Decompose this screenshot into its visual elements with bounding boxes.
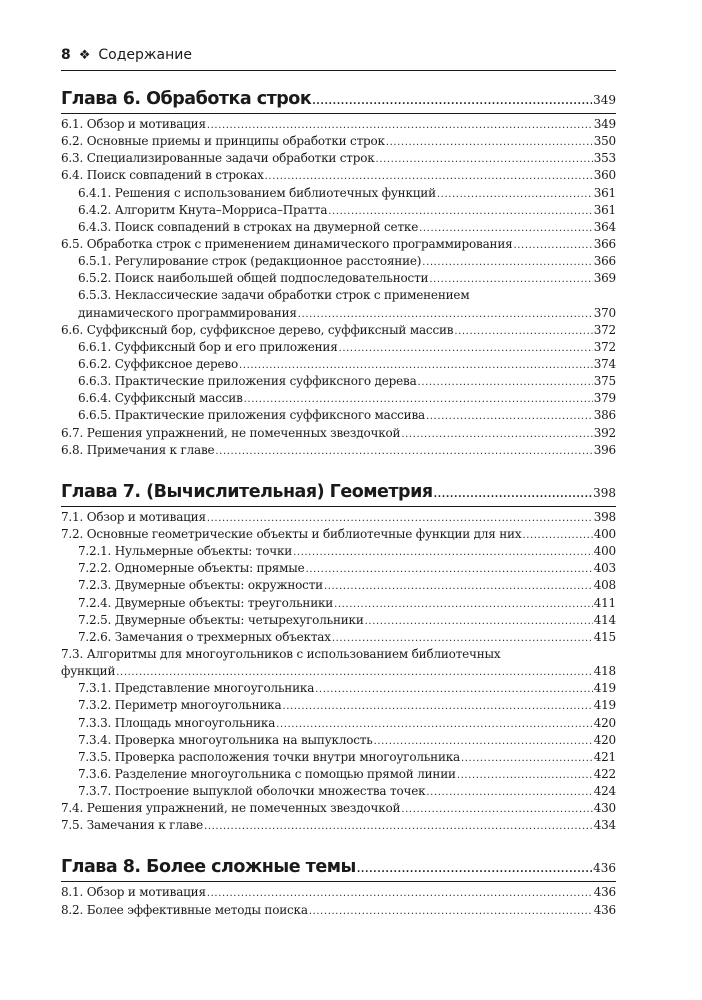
toc-entry-title: 7.2.1. Нульмерные объекты: точки bbox=[78, 544, 293, 559]
toc-entry-title: 8.2. Более эффективные методы поиска bbox=[61, 902, 308, 917]
toc-entry-title: 6.6.3. Практические приложения суффиксного дерева bbox=[78, 374, 417, 389]
dot-leader bbox=[324, 578, 593, 595]
toc-entry-title: 6.6.1. Суффиксный бор и его приложения bbox=[78, 339, 338, 354]
toc-entry[interactable] bbox=[61, 817, 616, 834]
toc-entry[interactable] bbox=[61, 202, 616, 219]
dot-leader bbox=[116, 664, 592, 681]
toc-entry-page: 403 bbox=[593, 561, 616, 576]
dot-leader bbox=[207, 885, 593, 902]
toc-entry-title: 6.4.1. Решения с использованием библиотечных функций bbox=[78, 185, 436, 200]
toc-entry-page: 400 bbox=[593, 544, 616, 559]
toc-entry-title: 7.3.2. Периметр многоугольника bbox=[78, 698, 282, 713]
chapter-spacer bbox=[61, 834, 616, 854]
dot-leader bbox=[298, 306, 593, 323]
dot-leader bbox=[204, 818, 593, 835]
dot-leader bbox=[244, 391, 593, 408]
toc-entry-page: 434 bbox=[593, 818, 616, 833]
toc-entry-title: 7.3. Алгоритмы для многоугольников с использованием библиотечных bbox=[61, 646, 501, 661]
toc-entry[interactable] bbox=[61, 629, 616, 646]
toc-entry[interactable] bbox=[61, 646, 616, 663]
dot-leader bbox=[207, 510, 593, 527]
toc-entry[interactable] bbox=[61, 219, 616, 236]
toc-entry-title: 7.3.3. Площадь многоугольника bbox=[78, 715, 276, 730]
dot-leader bbox=[419, 220, 593, 237]
dot-leader bbox=[293, 544, 593, 561]
toc-entry-page: 420 bbox=[593, 732, 616, 747]
toc-entry[interactable] bbox=[61, 322, 616, 339]
dot-leader bbox=[334, 596, 593, 613]
dot-leader bbox=[315, 681, 593, 698]
toc-entry-title: 7.5. Замечания к главе bbox=[61, 818, 204, 833]
toc-entry-page: 424 bbox=[593, 784, 616, 799]
dot-leader bbox=[374, 733, 593, 750]
toc-entry-page: 361 bbox=[593, 202, 616, 217]
toc-entry-page: 436 bbox=[593, 885, 616, 900]
header-divider bbox=[61, 70, 616, 71]
toc-entry-title: 7.3.7. Построение выпуклой оболочки множества точек bbox=[78, 784, 426, 799]
toc-entry-title: 6.4. Поиск совпадений в строках bbox=[61, 168, 264, 183]
chapter-heading[interactable] bbox=[61, 86, 616, 113]
dot-leader bbox=[276, 716, 593, 733]
toc-entry[interactable] bbox=[61, 680, 616, 697]
dot-leader bbox=[239, 357, 593, 374]
toc-entry[interactable] bbox=[61, 425, 616, 442]
dot-leader bbox=[522, 527, 592, 544]
toc-entry-title: 6.3. Специализированные задачи обработки строк bbox=[61, 151, 375, 166]
toc-entry-page: 374 bbox=[593, 356, 616, 371]
toc-entry[interactable] bbox=[61, 543, 616, 560]
toc-entry-page: 370 bbox=[593, 305, 616, 320]
ornament-icon: ❖ bbox=[78, 48, 91, 63]
toc-entry[interactable] bbox=[61, 373, 616, 390]
toc-entry-title: 7.1. Обзор и мотивация bbox=[61, 509, 206, 524]
toc-entry[interactable] bbox=[61, 595, 616, 612]
dot-leader bbox=[309, 903, 593, 920]
toc-entry-title: 6.6.2. Суффиксное дерево bbox=[78, 356, 239, 371]
toc-entry-page: 398 bbox=[593, 509, 616, 524]
toc-entry-title: 7.3.5. Проверка расположения точки внутри многоугольника bbox=[78, 749, 460, 764]
dot-leader bbox=[215, 443, 592, 460]
toc-entry-page: 372 bbox=[593, 322, 616, 337]
toc-entry[interactable] bbox=[61, 884, 616, 901]
toc-entry[interactable] bbox=[61, 407, 616, 424]
chapter-title: Глава 6. Обработка строк bbox=[61, 89, 312, 109]
dot-leader bbox=[207, 117, 593, 134]
dot-leader bbox=[429, 271, 592, 288]
dot-leader bbox=[418, 374, 593, 391]
toc-entry-page: 430 bbox=[593, 801, 616, 816]
toc-entry-title: 6.5.2. Поиск наибольшей общей подпоследовательности bbox=[78, 271, 429, 286]
dot-leader bbox=[328, 203, 592, 220]
toc-entry-title: 6.2. Основные приемы и принципы обработки строк bbox=[61, 134, 385, 149]
running-header bbox=[61, 47, 616, 63]
toc-entry-title: 6.6.4. Суффиксный массив bbox=[78, 391, 243, 406]
toc-entry[interactable] bbox=[61, 116, 616, 133]
toc-entry[interactable] bbox=[61, 150, 616, 167]
toc-entry-title: 6.4.2. Алгоритм Кнута–Морриса–Пратта bbox=[78, 202, 328, 217]
toc-entry[interactable] bbox=[61, 800, 616, 817]
toc-entry[interactable] bbox=[61, 236, 616, 253]
dot-leader bbox=[365, 613, 593, 630]
toc-entry-title: 6.6. Суффиксный бор, суффиксное дерево, суффиксный массив bbox=[61, 322, 454, 337]
toc-entry[interactable] bbox=[61, 167, 616, 184]
toc-entry-title: 8.1. Обзор и мотивация bbox=[61, 885, 206, 900]
toc-entry-page: 369 bbox=[593, 271, 616, 286]
toc-entry[interactable] bbox=[61, 253, 616, 270]
toc-entry-page: 364 bbox=[593, 219, 616, 234]
toc-entry-title: 6.5. Обработка строк с применением динамического программирования bbox=[61, 236, 513, 251]
toc-entry-page: 353 bbox=[593, 151, 616, 166]
dot-leader bbox=[312, 88, 592, 115]
chapter-heading[interactable] bbox=[61, 479, 616, 506]
toc-entry[interactable] bbox=[61, 902, 616, 919]
dot-leader bbox=[461, 750, 593, 767]
dot-leader bbox=[401, 801, 592, 818]
toc-entry-page: 421 bbox=[593, 749, 616, 764]
toc-entry[interactable] bbox=[61, 783, 616, 800]
toc-entry-page: 360 bbox=[593, 168, 616, 183]
toc-entry[interactable] bbox=[61, 749, 616, 766]
dot-leader bbox=[422, 254, 592, 271]
toc-entry-page: 386 bbox=[593, 408, 616, 423]
dot-leader bbox=[332, 630, 593, 647]
toc-entry-page: 379 bbox=[593, 391, 616, 406]
toc-entry[interactable] bbox=[61, 356, 616, 373]
dot-leader bbox=[376, 151, 593, 168]
dot-leader bbox=[357, 856, 592, 883]
dot-leader bbox=[426, 784, 592, 801]
chapter-title: Глава 7. (Вычислительная) Геометрия bbox=[61, 481, 433, 502]
dot-leader bbox=[386, 134, 593, 151]
toc-entry-page: 411 bbox=[593, 595, 616, 610]
toc-entry-title: 7.3.4. Проверка многоугольника на выпуклость bbox=[78, 732, 373, 747]
toc-entry-page: 372 bbox=[593, 339, 616, 354]
dot-leader bbox=[339, 340, 593, 357]
toc-entry-title: 6.1. Обзор и мотивация bbox=[61, 117, 206, 131]
chapter-heading[interactable] bbox=[61, 854, 616, 881]
dot-leader bbox=[401, 426, 592, 443]
toc-entry-title-continued: динамического программирования bbox=[78, 305, 297, 320]
toc-entry-page: 392 bbox=[593, 425, 616, 440]
chapter-spacer bbox=[61, 459, 616, 479]
table-of-contents bbox=[61, 86, 616, 919]
toc-entry[interactable] bbox=[61, 715, 616, 732]
toc-entry[interactable] bbox=[61, 577, 616, 594]
dot-leader bbox=[457, 767, 593, 784]
toc-entry-page: 396 bbox=[593, 442, 616, 457]
dot-leader bbox=[434, 481, 593, 508]
toc-entry-title: 6.6.5. Практические приложения суффиксного массива bbox=[78, 408, 425, 423]
toc-entry[interactable] bbox=[61, 185, 616, 202]
toc-entry-page: 414 bbox=[593, 612, 616, 627]
toc-entry-title: 7.3.1. Представление многоугольника bbox=[78, 681, 315, 696]
toc-entry-page: 375 bbox=[593, 374, 616, 389]
toc-entry[interactable] bbox=[61, 612, 616, 629]
chapter-page-number: 398 bbox=[593, 485, 616, 500]
toc-entry-title: 6.7. Решения упражнений, не помеченных звездочкой bbox=[61, 425, 401, 440]
toc-entry-page: 400 bbox=[593, 526, 616, 541]
chapter-page-number: 436 bbox=[593, 861, 616, 876]
toc-entry[interactable] bbox=[61, 732, 616, 749]
toc-entry[interactable] bbox=[61, 133, 616, 150]
toc-entry[interactable] bbox=[61, 526, 616, 543]
toc-entry-page: 361 bbox=[593, 185, 616, 200]
dot-leader bbox=[265, 168, 593, 185]
toc-entry-title: 6.5.1. Регулирование строк (редакционное расстояние) bbox=[78, 254, 422, 269]
toc-entry-title: 7.2.5. Двумерные объекты: четырехугольники bbox=[78, 612, 364, 627]
toc-entry-title: 6.8. Примечания к главе bbox=[61, 442, 215, 457]
toc-entry-page: 418 bbox=[593, 664, 616, 679]
toc-entry-title: 7.2.3. Двумерные объекты: окружности bbox=[78, 578, 323, 593]
dot-leader bbox=[454, 323, 592, 340]
page-number: 8 bbox=[61, 47, 71, 63]
toc-entry-page: 349 bbox=[593, 117, 616, 131]
toc-entry-title: 7.3.6. Разделение многоугольника с помощью прямой линии bbox=[78, 766, 456, 781]
toc-entry-page: 419 bbox=[593, 698, 616, 713]
dot-leader bbox=[306, 561, 593, 578]
running-title: Содержание bbox=[98, 47, 192, 63]
toc-entry-page: 436 bbox=[593, 902, 616, 917]
toc-entry-title: 7.2.6. Замечания о трехмерных объектах bbox=[78, 629, 331, 644]
dot-leader bbox=[282, 698, 592, 715]
toc-entry-title: 7.2.2. Одномерные объекты: прямые bbox=[78, 561, 305, 576]
toc-entry[interactable] bbox=[61, 270, 616, 287]
dot-leader bbox=[426, 408, 593, 425]
toc-entry-page: 350 bbox=[593, 134, 616, 149]
toc-entry-page: 419 bbox=[593, 681, 616, 696]
toc-entry-title-continued: функций bbox=[61, 664, 116, 679]
toc-entry[interactable] bbox=[61, 442, 616, 459]
toc-entry-page: 366 bbox=[593, 254, 616, 269]
toc-entry-page: 415 bbox=[593, 629, 616, 644]
toc-entry-page: 420 bbox=[593, 715, 616, 730]
toc-entry[interactable] bbox=[61, 390, 616, 407]
toc-entry[interactable] bbox=[61, 287, 616, 304]
dot-leader bbox=[437, 186, 593, 203]
toc-entry[interactable] bbox=[61, 697, 616, 714]
toc-entry-page: 366 bbox=[593, 236, 616, 251]
toc-entry-title: 6.4.3. Поиск совпадений в строках на двумерной сетке bbox=[78, 219, 419, 234]
dot-leader bbox=[514, 237, 593, 254]
toc-entry-title: 6.5.3. Неклассические задачи обработки строк с применением bbox=[78, 288, 470, 303]
toc-entry-continuation[interactable] bbox=[61, 663, 616, 680]
toc-entry-title: 7.2.4. Двумерные объекты: треугольники bbox=[78, 595, 334, 610]
toc-entry-title: 7.4. Решения упражнений, не помеченных звездочкой bbox=[61, 801, 401, 816]
toc-entry[interactable] bbox=[61, 560, 616, 577]
toc-entry-title: 7.2. Основные геометрические объекты и библиотечные функции для них bbox=[61, 526, 522, 541]
toc-entry-continuation[interactable] bbox=[61, 305, 616, 322]
chapter-page-number: 349 bbox=[593, 93, 616, 107]
chapter-title: Глава 8. Более сложные темы bbox=[61, 857, 356, 878]
toc-entry[interactable] bbox=[61, 766, 616, 783]
toc-entry[interactable] bbox=[61, 509, 616, 526]
toc-entry-page: 408 bbox=[593, 578, 616, 593]
toc-entry[interactable] bbox=[61, 339, 616, 356]
toc-entry-page: 422 bbox=[593, 766, 616, 781]
